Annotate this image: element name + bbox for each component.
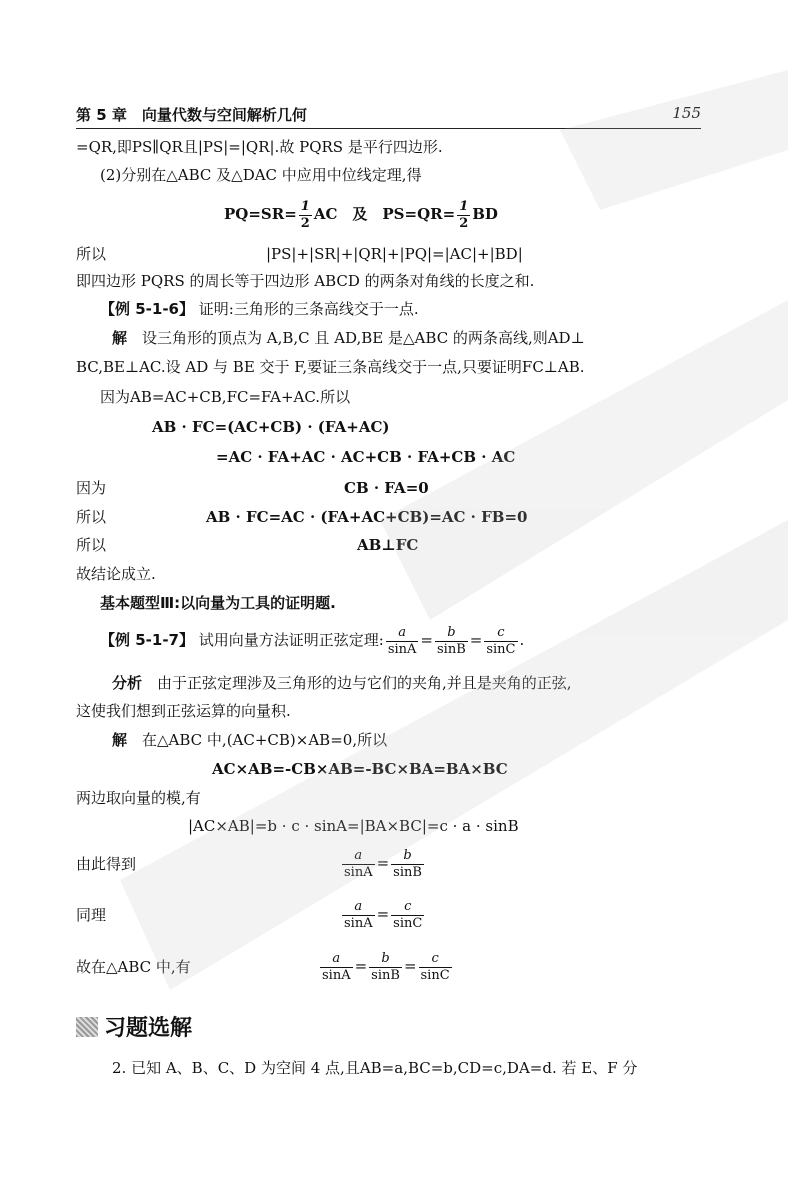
fraction-numerator: a bbox=[354, 898, 363, 914]
fraction bbox=[299, 199, 312, 232]
analysis-lead: 分析 bbox=[112, 674, 143, 692]
fraction-denominator: sinA bbox=[344, 864, 373, 880]
equation-part: BD bbox=[472, 205, 498, 223]
text-line: 故结论成立. bbox=[76, 565, 156, 583]
period: . bbox=[519, 631, 525, 649]
fraction bbox=[386, 625, 419, 658]
equation-line: AB · FC=AC · (FA+AC+CB)=AC · FB=0 bbox=[206, 508, 528, 526]
fraction-numerator: b bbox=[403, 847, 412, 863]
solution-lead: 解 bbox=[112, 731, 128, 749]
equation-line: =AC · FA+AC · AC+CB · FA+CB · AC bbox=[216, 448, 516, 466]
fraction bbox=[419, 951, 452, 984]
text-label: 因为 bbox=[76, 479, 107, 497]
fraction-numerator: b bbox=[447, 624, 456, 640]
example-tag: 【例 5-1-7】 bbox=[100, 631, 194, 649]
fraction-denominator: sinB bbox=[437, 641, 466, 657]
equation-line bbox=[318, 948, 454, 984]
fraction-numerator: b bbox=[381, 950, 390, 966]
fraction bbox=[391, 899, 424, 932]
example-heading bbox=[100, 622, 524, 658]
text-label: 同理 bbox=[76, 906, 107, 924]
text-segment: 在△ABC 中,(AC+CB)×AB=0,所以 bbox=[127, 731, 388, 749]
equals-sign: = bbox=[420, 631, 433, 649]
text-line: 因为AB=AC+CB,FC=FA+AC.所以 bbox=[100, 388, 351, 406]
equation-line: AB⊥FC bbox=[357, 536, 419, 554]
fraction-numerator: c bbox=[431, 950, 439, 966]
fraction-numerator: a bbox=[332, 950, 341, 966]
example-tag: 【例 5-1-6】 bbox=[100, 300, 194, 318]
fraction-numerator: 1 bbox=[459, 198, 469, 214]
text-line: 这使我们想到正弦运算的向量积. bbox=[76, 702, 291, 720]
text-line bbox=[112, 729, 387, 751]
text-label: 所以 bbox=[76, 536, 107, 554]
equation-part: AC 及 PS=QR= bbox=[313, 205, 456, 223]
equals-sign: = bbox=[469, 631, 483, 649]
fraction bbox=[391, 848, 424, 881]
fraction-numerator: c bbox=[404, 898, 412, 914]
page-header bbox=[76, 104, 701, 129]
fraction-denominator: sinA bbox=[387, 641, 417, 657]
fraction-numerator: 1 bbox=[300, 198, 310, 214]
text-line bbox=[112, 672, 572, 694]
fraction-denominator: sinC bbox=[486, 641, 516, 657]
fraction bbox=[342, 899, 375, 932]
text-line: =QR,即PS∥QR且|PS|=|QR|.故 PQRS 是平行四边形. bbox=[76, 138, 443, 156]
fraction-numerator: a bbox=[398, 624, 406, 640]
fraction bbox=[342, 848, 375, 881]
fraction-denominator: sinA bbox=[322, 967, 351, 983]
text-line: (2)分别在△ABC 及△DAC 中应用中位线定理,得 bbox=[100, 166, 422, 184]
section-title: 习题选解 bbox=[104, 1016, 193, 1041]
equals-sign: = bbox=[376, 905, 390, 923]
fraction bbox=[320, 951, 353, 984]
text-label: 所以 bbox=[76, 508, 107, 526]
text-line: BC,BE⊥AC.设 AD 与 BE 交于 F,要证三条高线交于一点,只要证明FC⊥AB. bbox=[76, 358, 585, 376]
equation-line: CB · FA=0 bbox=[344, 479, 429, 497]
section-heading bbox=[76, 1011, 192, 1042]
page-number: 155 bbox=[672, 104, 701, 122]
equals-sign: = bbox=[403, 957, 417, 975]
equation-line bbox=[340, 896, 426, 932]
example-text: 试用向量方法证明正弦定理: bbox=[194, 631, 384, 649]
fraction bbox=[369, 951, 402, 984]
section-subheading: 基本题型Ⅲ:以向量为工具的证明题. bbox=[100, 594, 336, 612]
equation-line: AC×AB=-CB×AB=-BC×BA=BA×BC bbox=[212, 760, 508, 778]
equation-part: PQ=SR= bbox=[224, 205, 297, 223]
fraction-denominator: sinB bbox=[371, 967, 400, 983]
fraction-denominator: 2 bbox=[459, 215, 469, 231]
fraction-denominator: sinB bbox=[393, 864, 422, 880]
equation-line bbox=[224, 196, 498, 232]
fraction-denominator: 2 bbox=[300, 215, 310, 231]
fraction bbox=[484, 625, 517, 658]
equals-sign: = bbox=[376, 854, 390, 872]
section-marker-icon bbox=[76, 1017, 98, 1037]
fraction-numerator: a bbox=[354, 847, 363, 863]
equation-line: |AC×AB|=b · c · sinA=|BA×BC|=c · a · sinB bbox=[188, 817, 519, 835]
equation-line: AB · FC=(AC+CB) · (FA+AC) bbox=[152, 418, 390, 436]
example-text: 证明:三角形的三条高线交于一点. bbox=[194, 300, 419, 318]
example-heading bbox=[100, 298, 419, 320]
equation-line bbox=[340, 845, 426, 881]
text-line bbox=[112, 327, 585, 349]
text-label: 由此得到 bbox=[76, 855, 137, 873]
fraction bbox=[457, 199, 470, 232]
exercise-line: 2. 已知 A、B、C、D 为空间 4 点,且AB=a,BC=b,CD=c,DA=d. 若 E、F 分 bbox=[112, 1059, 638, 1077]
fraction-denominator: sinC bbox=[420, 967, 450, 983]
text-label: 所以 bbox=[76, 245, 107, 263]
text-segment: 设三角形的顶点为 A,B,C 且 AD,BE 是△ABC 的两条高线,则AD⊥ bbox=[127, 329, 585, 347]
text-line: 即四边形 PQRS 的周长等于四边形 ABCD 的两条对角线的长度之和. bbox=[76, 272, 535, 290]
text-segment: 由于正弦定理涉及三角形的边与它们的夹角,并且是夹角的正弦, bbox=[142, 674, 572, 692]
equals-sign: = bbox=[354, 957, 368, 975]
solution-lead: 解 bbox=[112, 329, 128, 347]
fraction-numerator: c bbox=[497, 624, 505, 640]
fraction bbox=[435, 625, 468, 658]
equation-line: |PS|+|SR|+|QR|+|PQ|=|AC|+|BD| bbox=[266, 245, 523, 263]
fraction-denominator: sinC bbox=[393, 915, 423, 931]
text-line: 两边取向量的模,有 bbox=[76, 789, 201, 807]
text-label: 故在△ABC 中,有 bbox=[76, 958, 191, 976]
fraction-denominator: sinA bbox=[344, 915, 373, 931]
chapter-title: 第 5 章 向量代数与空间解析几何 bbox=[76, 106, 307, 124]
